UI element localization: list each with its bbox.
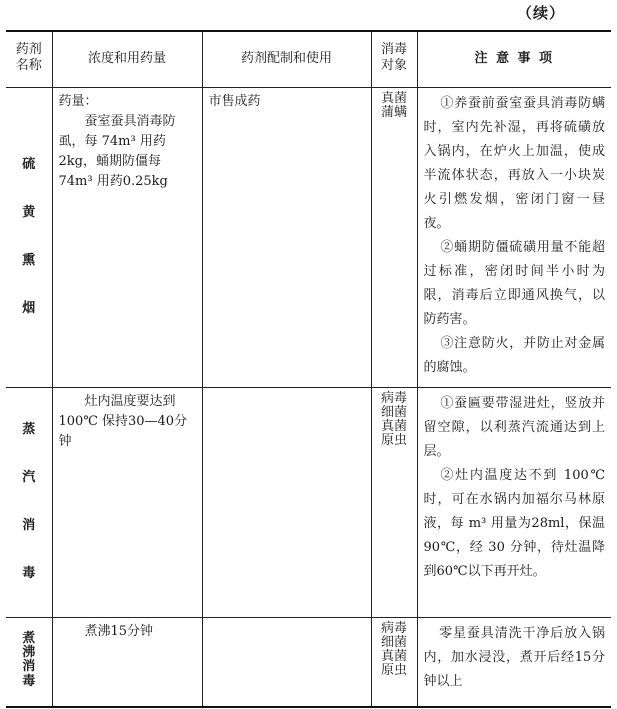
header-name: 药剂名称 <box>6 31 52 87</box>
target-cell: 真菌蒲螨 <box>371 87 417 387</box>
dose-text: 蚕室蚕具消毒防虱，每 74m³ 用药2kg，蛹期防僵每 74m³ 用药0.25kg <box>58 113 176 189</box>
continued-label: （续） <box>516 4 565 22</box>
prep-cell <box>202 387 371 617</box>
agent-name: 煮沸消毒 <box>6 617 52 707</box>
prep-cell <box>202 617 371 707</box>
note-item: ②蛹期防僵硫磺用量不能超过标准，密闭时间半小时为限，消毒后立即通风换气，以防药害。 <box>423 239 605 327</box>
dose-cell <box>52 617 202 707</box>
agent-name: 蒸汽消毒 <box>6 387 52 617</box>
notes-cell <box>417 617 611 707</box>
dose-title: 药量： <box>58 93 98 109</box>
agent-name: 硫黄熏烟 <box>6 87 52 387</box>
note-item: ②灶内温度达不到 100℃时，可在水锅内加福尔马林原液，每 m³ 用量为28ml，保温90℃，经 30 分钟，待灶温降到60℃以下再开灶。 <box>423 467 605 579</box>
table-header-row <box>6 31 611 87</box>
note-item: ①蚕匾要带湿进灶，竖放并留空隙，以利蒸汽流通达到上层。 <box>423 395 605 459</box>
dose-cell <box>52 87 202 387</box>
notes-cell <box>417 87 611 387</box>
table-row <box>6 617 611 707</box>
note-item: ③注意防火，并防止对金属的腐蚀。 <box>423 335 605 375</box>
target-cell: 病毒细菌真菌原虫 <box>371 387 417 617</box>
note-item: 零星蚕具清洗干净后放入锅内，加水浸没，煮开后经15分钟以上 <box>423 625 605 689</box>
header-notes: 注 意 事 项 <box>417 31 611 87</box>
dose-cell <box>52 387 202 617</box>
table-row <box>6 87 611 387</box>
header-prep: 药剂配制和使用 <box>202 31 371 87</box>
target-cell: 病毒细菌真菌原虫 <box>371 617 417 707</box>
disinfectant-table <box>6 30 611 708</box>
prep-cell: 市售成药 <box>202 87 371 387</box>
notes-cell <box>417 387 611 617</box>
dose-text: 灶内温度要达到 100℃ 保持30—40分钟 <box>58 393 188 449</box>
note-item: ①养蚕前蚕室蚕具消毒防螨时，室内先补湿，再将硫磺放入锅内，在炉火上加温，使成半流体状态，再放入一小块炭火引燃发烟，密闭门窗一昼夜。 <box>423 95 605 231</box>
table-row <box>6 387 611 617</box>
dose-text: 煮沸15分钟 <box>84 623 154 639</box>
header-dose: 浓度和用药量 <box>52 31 202 87</box>
header-target: 消毒对象 <box>371 31 417 87</box>
